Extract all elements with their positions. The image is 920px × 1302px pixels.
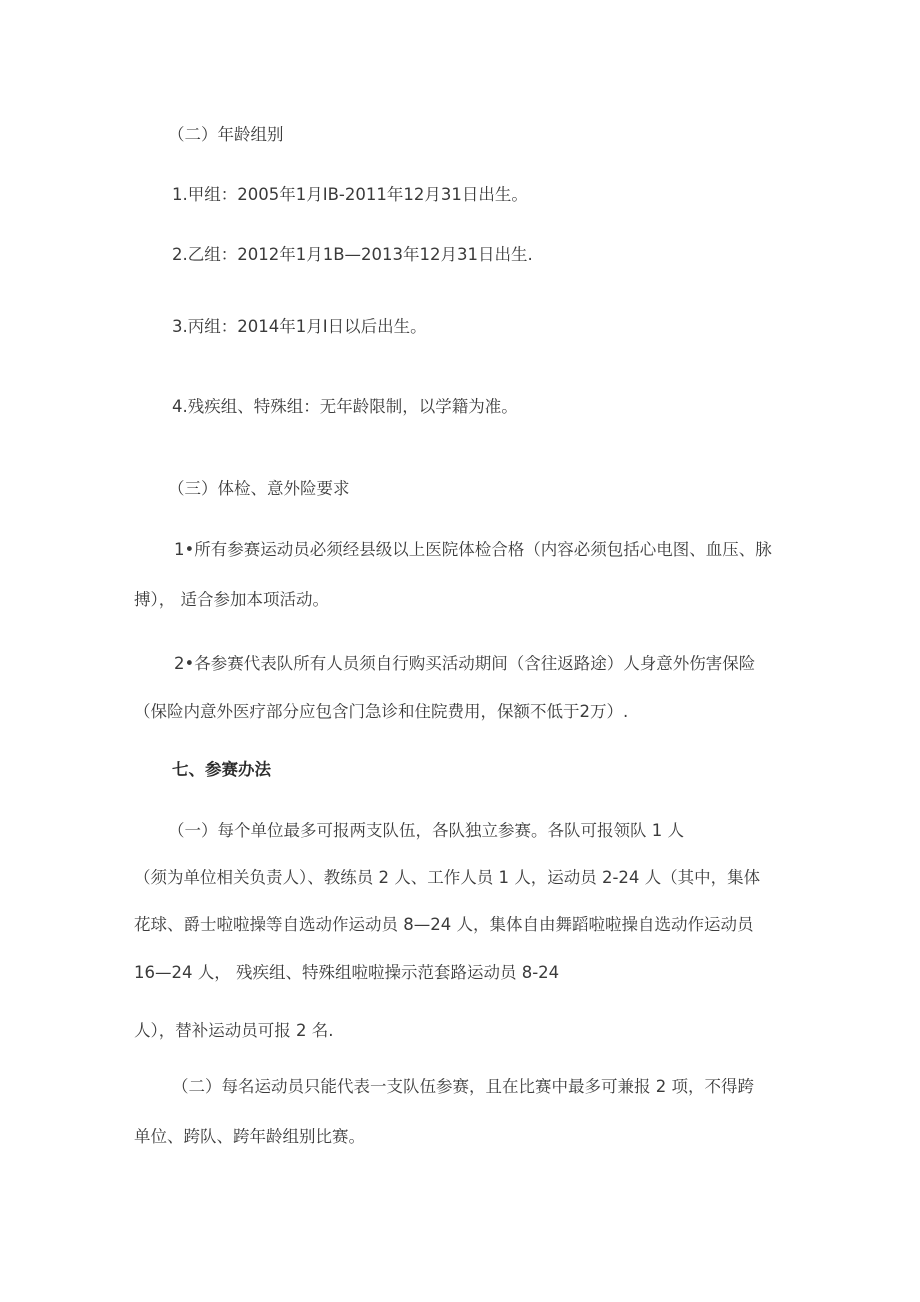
- participation-para1-line1: （一）每个单位最多可报两支队伍，各队独立参赛。各队可报领队 1 人: [168, 821, 684, 840]
- participation-para1-line5: 人），替补运动员可报 2 名.: [134, 1021, 334, 1040]
- insurance-item-line1: 2•各参赛代表队所有人员须自行购买活动期间（含往返路途）人身意外伤害保险: [174, 654, 756, 673]
- age-group-item-c: 3.丙组：2014年1月I日以后出生。: [172, 317, 427, 336]
- participation-para2-line1: （二）每名运动员只能代表一支队伍参赛，且在比赛中最多可兼报 2 项，不得跨: [172, 1077, 754, 1096]
- participation-para2-line2: 单位、跨队、跨年龄组别比赛。: [134, 1127, 365, 1146]
- participation-para1-line2: （须为单位相关负责人）、教练员 2 人、工作人员 1 人，运动员 2-24 人（其中，集体: [134, 868, 761, 887]
- health-check-item-line2: 搏）， 适合参加本项活动。: [134, 590, 329, 609]
- participation-para1-line4: 16—24 人， 残疾组、特殊组啦啦操示范套路运动员 8-24: [134, 963, 560, 982]
- health-insurance-heading: （三）体检、意外险要求: [168, 479, 350, 498]
- age-group-item-disabled: 4.残疾组、特殊组：无年龄限制，以学籍为准。: [172, 397, 518, 416]
- participation-para1-line3: 花球、爵士啦啦操等自选动作运动员 8—24 人，集体自由舞蹈啦啦操自选动作运动员: [134, 915, 754, 934]
- health-check-item-line1: 1•所有参赛运动员必须经县级以上医院体检合格（内容必须包括心电图、血压、脉: [174, 540, 772, 559]
- age-group-item-b: 2.乙组：2012年1月1B—2013年12月31日出生.: [172, 245, 533, 264]
- participation-heading: 七、参赛办法: [172, 760, 271, 779]
- insurance-item-line2: （保险内意外医疗部分应包含门急诊和住院费用，保额不低于2万）.: [134, 702, 629, 721]
- age-groups-heading: （二）年龄组别: [168, 125, 284, 144]
- age-group-item-a: 1.甲组：2005年1月IB-2011年12月31日出生。: [172, 185, 528, 204]
